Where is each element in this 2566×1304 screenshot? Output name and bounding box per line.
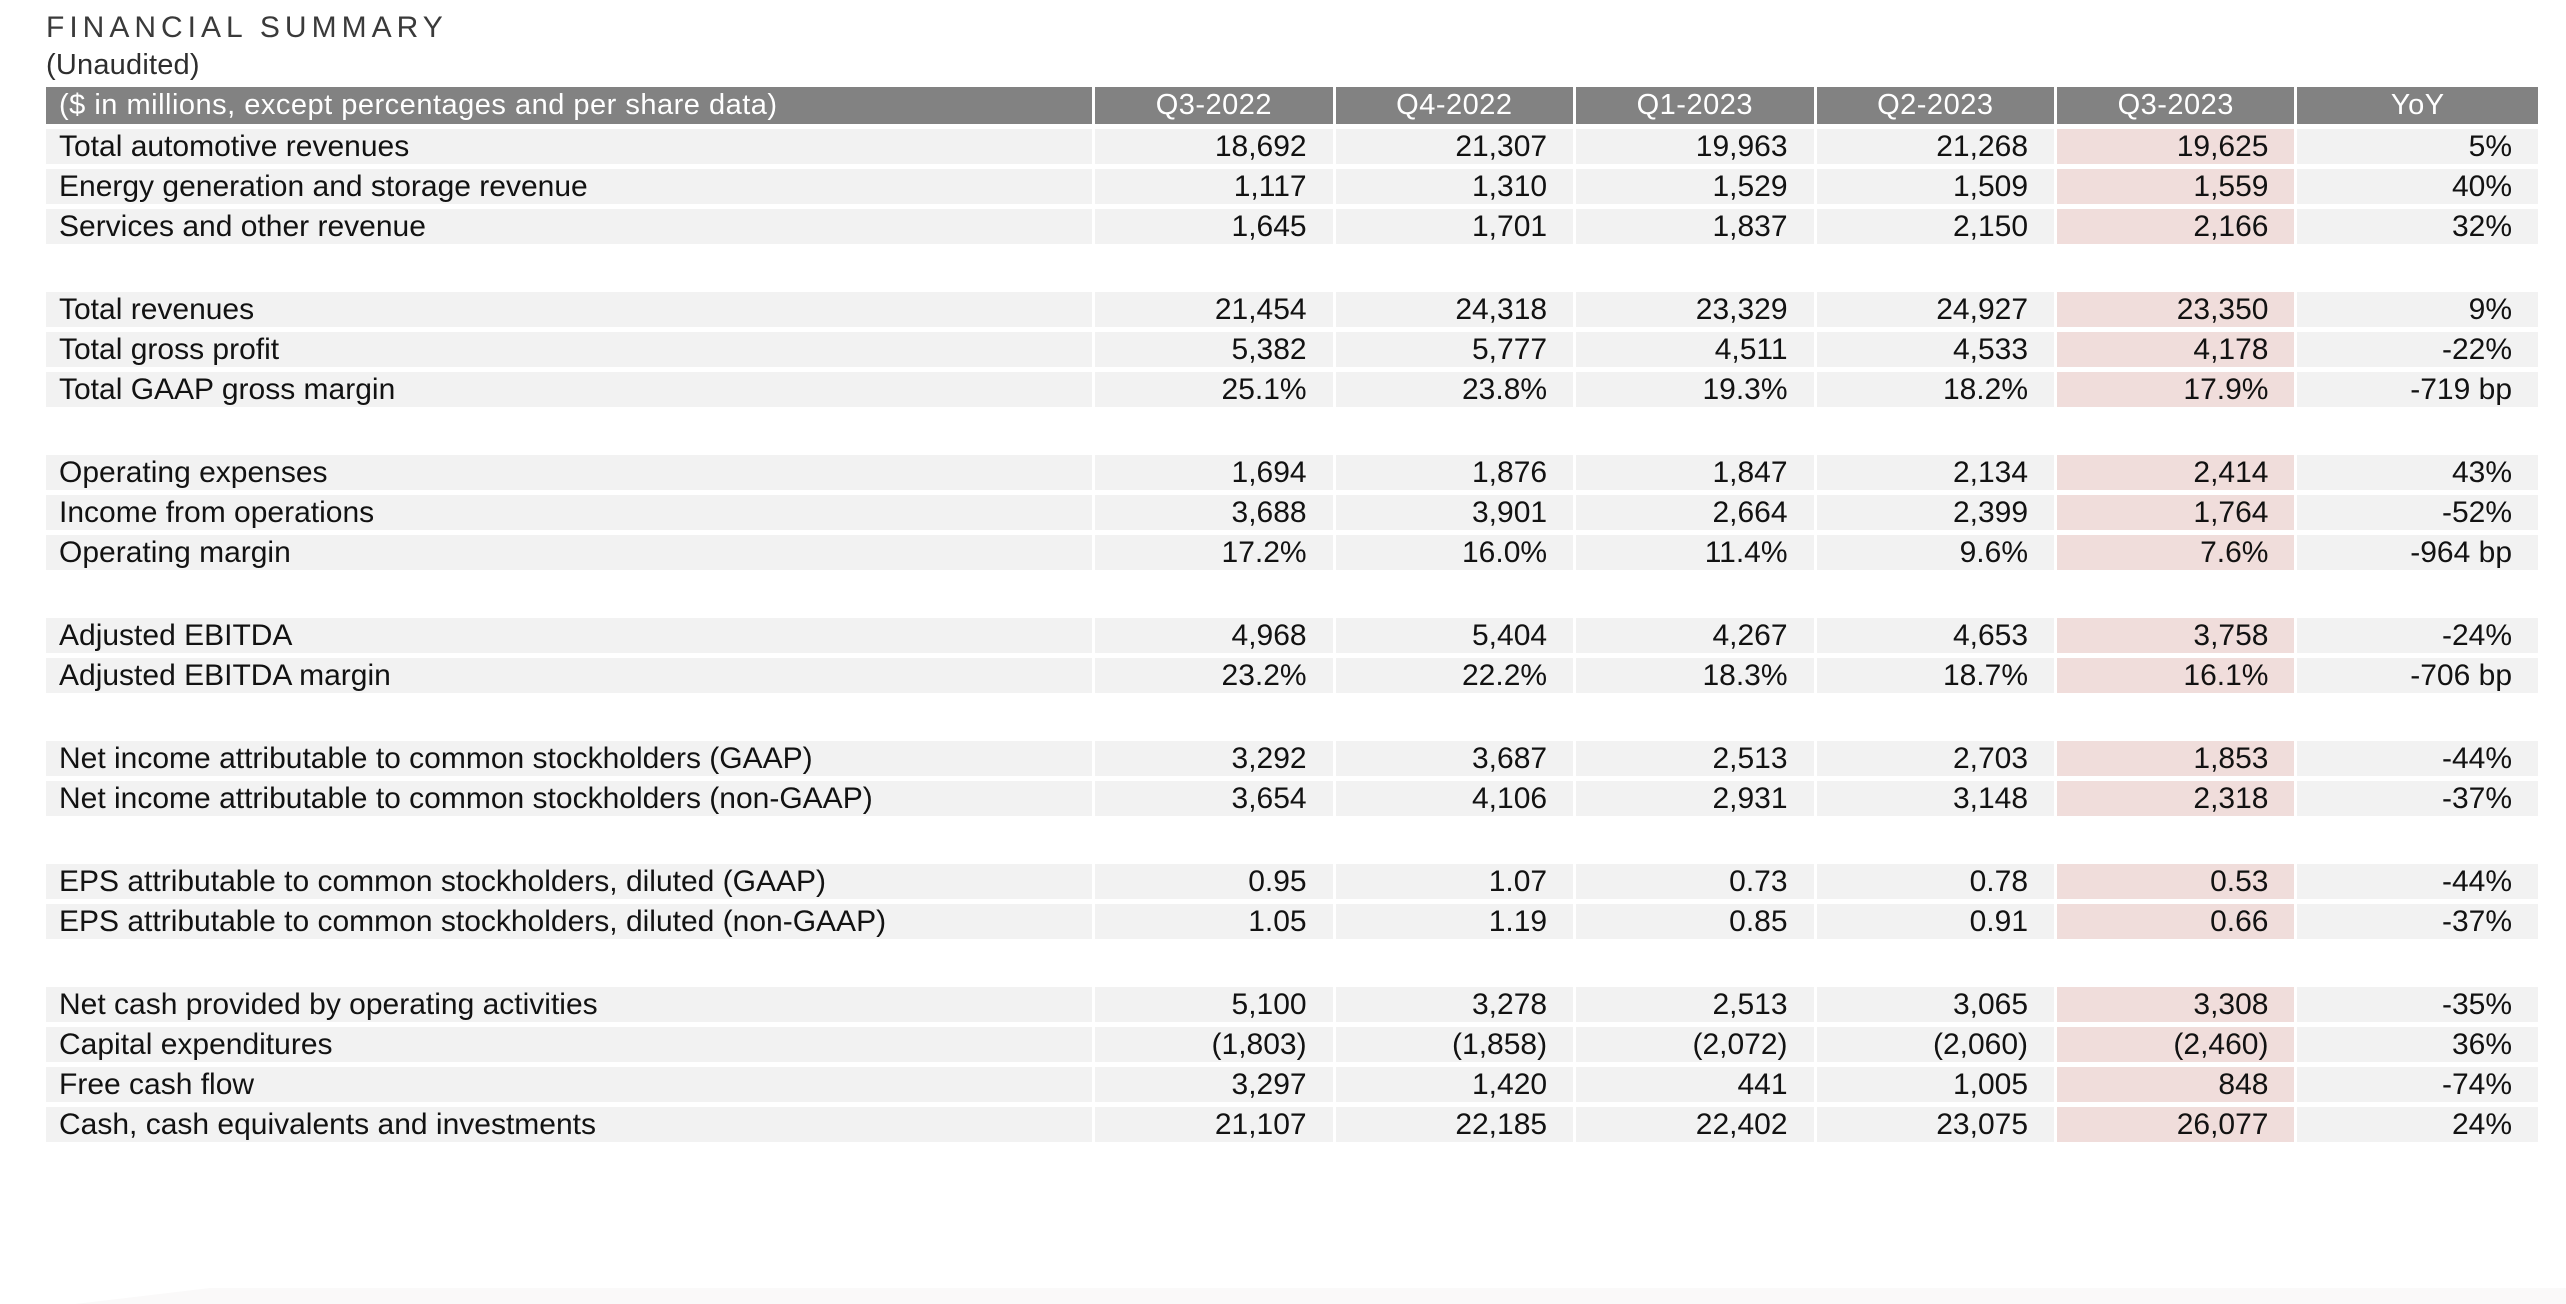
cell-value: 1,529: [1576, 169, 1816, 209]
cell-value-highlighted: 1,853: [2057, 741, 2297, 781]
cell-value-highlighted: 7.6%: [2057, 535, 2297, 575]
group-spacer-row: [46, 575, 2538, 618]
cell-value: 1,420: [1336, 1067, 1576, 1107]
row-label: EPS attributable to common stockholders, diluted (non-GAAP): [46, 904, 1095, 944]
cell-value: 1,847: [1576, 455, 1816, 495]
table-row: [46, 332, 2538, 372]
cell-value: 40%: [2297, 169, 2538, 209]
table-row: [46, 535, 2538, 575]
cell-value: -37%: [2297, 904, 2538, 944]
cell-value: 36%: [2297, 1027, 2538, 1067]
table-row: [46, 292, 2538, 332]
row-label: Adjusted EBITDA: [46, 618, 1095, 658]
row-label: Net income attributable to common stockholders (non-GAAP): [46, 781, 1095, 821]
cell-value-highlighted: 2,414: [2057, 455, 2297, 495]
cell-value: 16.0%: [1336, 535, 1576, 575]
cell-value: 1,694: [1095, 455, 1335, 495]
cell-value: -52%: [2297, 495, 2538, 535]
cell-value: 3,278: [1336, 987, 1576, 1027]
cell-value: 2,703: [1817, 741, 2057, 781]
row-label: Net cash provided by operating activities: [46, 987, 1095, 1027]
cell-value: 0.73: [1576, 864, 1816, 904]
row-label: Total gross profit: [46, 332, 1095, 372]
cell-value: 23,329: [1576, 292, 1816, 332]
cell-value: -22%: [2297, 332, 2538, 372]
row-label: Total automotive revenues: [46, 129, 1095, 169]
row-label: Capital expenditures: [46, 1027, 1095, 1067]
financial-summary-table: [46, 87, 2538, 1147]
cell-value: 1,837: [1576, 209, 1816, 249]
cell-value: 1,005: [1817, 1067, 2057, 1107]
cell-value: 24%: [2297, 1107, 2538, 1147]
cell-value-highlighted: 2,318: [2057, 781, 2297, 821]
cell-value: -964 bp: [2297, 535, 2538, 575]
row-label: Net income attributable to common stockholders (GAAP): [46, 741, 1095, 781]
cell-value: 23.2%: [1095, 658, 1335, 698]
table-header-row: [46, 87, 2538, 129]
table-row: [46, 1067, 2538, 1107]
cell-value: 2,134: [1817, 455, 2057, 495]
table-row: [46, 455, 2538, 495]
cell-value: 441: [1576, 1067, 1816, 1107]
cell-value: 17.2%: [1095, 535, 1335, 575]
column-header-q3-2022: Q3-2022: [1095, 87, 1335, 129]
cell-value: 4,106: [1336, 781, 1576, 821]
cell-value: 1,701: [1336, 209, 1576, 249]
cell-value: (1,858): [1336, 1027, 1576, 1067]
cell-value: (2,060): [1817, 1027, 2057, 1067]
group-spacer-row: [46, 412, 2538, 455]
cell-value: 21,107: [1095, 1107, 1335, 1147]
cell-value: 4,267: [1576, 618, 1816, 658]
cell-value: 1,509: [1817, 169, 2057, 209]
group-spacer-row: [46, 821, 2538, 864]
row-label: Income from operations: [46, 495, 1095, 535]
cell-value: -24%: [2297, 618, 2538, 658]
table-row: [46, 372, 2538, 412]
table-header-units-note: ($ in millions, except percentages and per share data): [46, 87, 1095, 129]
cell-value: 9.6%: [1817, 535, 2057, 575]
row-label: Total GAAP gross margin: [46, 372, 1095, 412]
page-title: FINANCIAL SUMMARY: [46, 11, 448, 44]
table-row: [46, 987, 2538, 1027]
cell-value: 3,901: [1336, 495, 1576, 535]
cell-value: 1.19: [1336, 904, 1576, 944]
cell-value: 25.1%: [1095, 372, 1335, 412]
cell-value-highlighted: 848: [2057, 1067, 2297, 1107]
cell-value: 22,185: [1336, 1107, 1576, 1147]
cell-value: 22.2%: [1336, 658, 1576, 698]
column-header-q2-2023: Q2-2023: [1817, 87, 2057, 129]
cell-value: 2,664: [1576, 495, 1816, 535]
cell-value: 11.4%: [1576, 535, 1816, 575]
cell-value: 0.78: [1817, 864, 2057, 904]
cell-value-highlighted: 3,308: [2057, 987, 2297, 1027]
cell-value: 5,382: [1095, 332, 1335, 372]
cell-value: 2,150: [1817, 209, 2057, 249]
row-label: EPS attributable to common stockholders, diluted (GAAP): [46, 864, 1095, 904]
column-header-q3-2023: Q3-2023: [2057, 87, 2297, 129]
table-row: [46, 781, 2538, 821]
cell-value-highlighted: 4,178: [2057, 332, 2297, 372]
cell-value: 4,968: [1095, 618, 1335, 658]
cell-value: 18,692: [1095, 129, 1335, 169]
cell-value-highlighted: 1,559: [2057, 169, 2297, 209]
cell-value: 1,645: [1095, 209, 1335, 249]
cell-value: 24,318: [1336, 292, 1576, 332]
row-label: Free cash flow: [46, 1067, 1095, 1107]
row-label: Adjusted EBITDA margin: [46, 658, 1095, 698]
cell-value: 21,454: [1095, 292, 1335, 332]
cell-value: 3,297: [1095, 1067, 1335, 1107]
cell-value: 3,065: [1817, 987, 2057, 1027]
cell-value: 5,404: [1336, 618, 1576, 658]
cell-value-highlighted: 3,758: [2057, 618, 2297, 658]
cell-value: 21,268: [1817, 129, 2057, 169]
cell-value: 21,307: [1336, 129, 1576, 169]
cell-value: 3,654: [1095, 781, 1335, 821]
cell-value: 3,687: [1336, 741, 1576, 781]
cell-value-highlighted: 0.53: [2057, 864, 2297, 904]
cell-value: -37%: [2297, 781, 2538, 821]
cell-value-highlighted: 2,166: [2057, 209, 2297, 249]
cell-value: 18.2%: [1817, 372, 2057, 412]
row-label: Total revenues: [46, 292, 1095, 332]
row-label: Operating expenses: [46, 455, 1095, 495]
column-header-q4-2022: Q4-2022: [1336, 87, 1576, 129]
cell-value: 9%: [2297, 292, 2538, 332]
table-row: [46, 658, 2538, 698]
cell-value: -35%: [2297, 987, 2538, 1027]
cell-value: 2,513: [1576, 741, 1816, 781]
cell-value: -706 bp: [2297, 658, 2538, 698]
cell-value: 1.05: [1095, 904, 1335, 944]
cell-value: 32%: [2297, 209, 2538, 249]
cell-value: 4,533: [1817, 332, 2057, 372]
cell-value: 4,511: [1576, 332, 1816, 372]
cell-value-highlighted: 19,625: [2057, 129, 2297, 169]
cell-value: 5,100: [1095, 987, 1335, 1027]
row-label: Cash, cash equivalents and investments: [46, 1107, 1095, 1147]
cell-value-highlighted: 23,350: [2057, 292, 2297, 332]
cell-value: 19,963: [1576, 129, 1816, 169]
table-row: [46, 1107, 2538, 1147]
table-row: [46, 495, 2538, 535]
cell-value: 18.3%: [1576, 658, 1816, 698]
cell-value: -74%: [2297, 1067, 2538, 1107]
cell-value: 2,399: [1817, 495, 2057, 535]
cell-value: -44%: [2297, 741, 2538, 781]
cell-value-highlighted: 1,764: [2057, 495, 2297, 535]
cell-value: 3,292: [1095, 741, 1335, 781]
table-row: [46, 209, 2538, 249]
table-row: [46, 741, 2538, 781]
cell-value: 1,117: [1095, 169, 1335, 209]
cell-value: 0.85: [1576, 904, 1816, 944]
next-section-partial-edge: [75, 1288, 2566, 1304]
cell-value: 5,777: [1336, 332, 1576, 372]
table-row: [46, 864, 2538, 904]
cell-value-highlighted: 0.66: [2057, 904, 2297, 944]
table-row: [46, 129, 2538, 169]
cell-value-highlighted: 16.1%: [2057, 658, 2297, 698]
cell-value-highlighted: (2,460): [2057, 1027, 2297, 1067]
cell-value: 22,402: [1576, 1107, 1816, 1147]
cell-value: 2,931: [1576, 781, 1816, 821]
cell-value: (2,072): [1576, 1027, 1816, 1067]
group-spacer-row: [46, 698, 2538, 741]
table-row: [46, 169, 2538, 209]
table-row: [46, 904, 2538, 944]
cell-value: 19.3%: [1576, 372, 1816, 412]
cell-value: 4,653: [1817, 618, 2057, 658]
cell-value-highlighted: 17.9%: [2057, 372, 2297, 412]
cell-value: 23.8%: [1336, 372, 1576, 412]
cell-value: -44%: [2297, 864, 2538, 904]
cell-value: 1.07: [1336, 864, 1576, 904]
cell-value: 0.95: [1095, 864, 1335, 904]
group-spacer-row: [46, 944, 2538, 987]
cell-value: 1,876: [1336, 455, 1576, 495]
cell-value: 1,310: [1336, 169, 1576, 209]
cell-value: (1,803): [1095, 1027, 1335, 1067]
row-label: Energy generation and storage revenue: [46, 169, 1095, 209]
row-label: Operating margin: [46, 535, 1095, 575]
column-header-q1-2023: Q1-2023: [1576, 87, 1816, 129]
cell-value: 5%: [2297, 129, 2538, 169]
cell-value: 24,927: [1817, 292, 2057, 332]
group-spacer-row: [46, 249, 2538, 292]
cell-value: -719 bp: [2297, 372, 2538, 412]
table-row: [46, 1027, 2538, 1067]
row-label: Services and other revenue: [46, 209, 1095, 249]
cell-value: 0.91: [1817, 904, 2057, 944]
cell-value: 43%: [2297, 455, 2538, 495]
cell-value: 3,148: [1817, 781, 2057, 821]
page-subtitle: (Unaudited): [46, 49, 200, 81]
cell-value-highlighted: 26,077: [2057, 1107, 2297, 1147]
cell-value: 18.7%: [1817, 658, 2057, 698]
cell-value: 3,688: [1095, 495, 1335, 535]
table-row: [46, 618, 2538, 658]
cell-value: 23,075: [1817, 1107, 2057, 1147]
column-header-yoy: YoY: [2297, 87, 2538, 129]
cell-value: 2,513: [1576, 987, 1816, 1027]
